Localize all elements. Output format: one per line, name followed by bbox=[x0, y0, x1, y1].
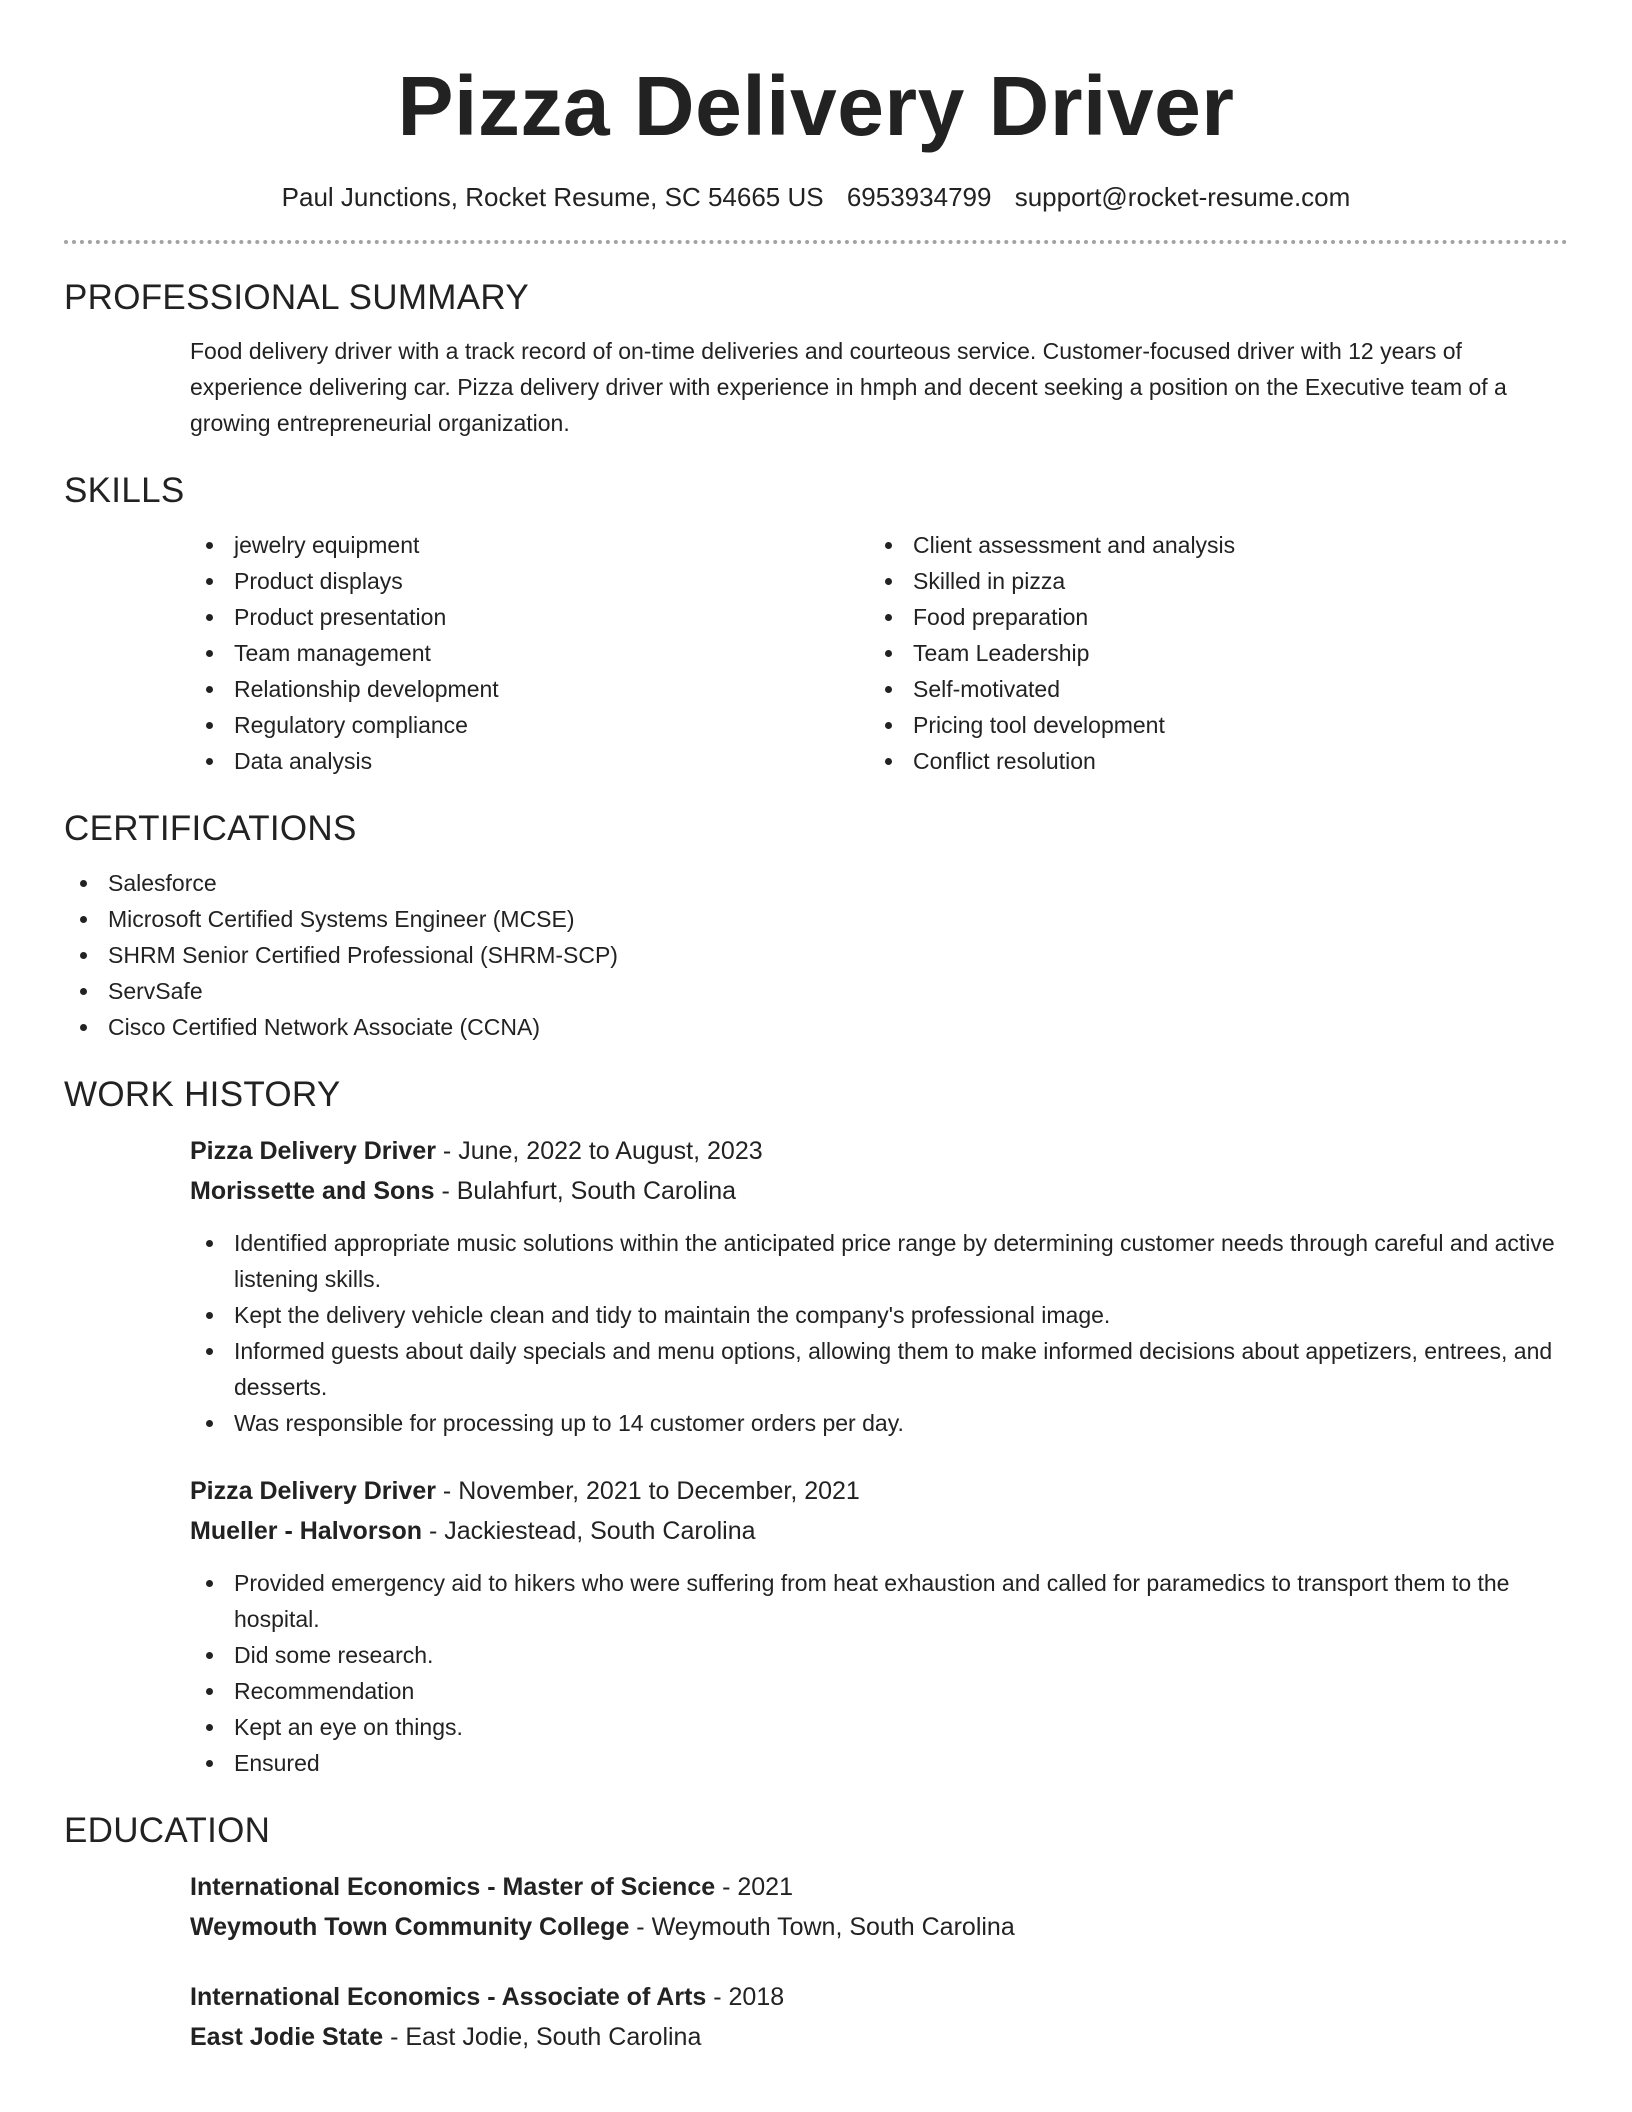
skill-item: Conflict resolution bbox=[869, 743, 1548, 779]
certification-item: Microsoft Certified Systems Engineer (MCSE) bbox=[64, 901, 1568, 937]
certification-item: Salesforce bbox=[64, 865, 1568, 901]
education-school-line bbox=[190, 2017, 1568, 2057]
education-school: East Jodie State bbox=[190, 2023, 384, 2051]
certifications-heading: CERTIFICATIONS bbox=[64, 809, 357, 848]
job-duty: Recommendation bbox=[190, 1673, 1568, 1709]
skill-item: Client assessment and analysis bbox=[869, 527, 1548, 563]
job-location: - Bulahfurt, South Carolina bbox=[434, 1177, 737, 1205]
education-location: - Weymouth Town, South Carolina bbox=[629, 1913, 1015, 1941]
skills-section bbox=[64, 469, 1568, 779]
work-history-section bbox=[64, 1073, 1568, 1781]
skill-item: jewelry equipment bbox=[190, 527, 869, 563]
skill-item: Self-motivated bbox=[869, 671, 1548, 707]
job-duty: Informed guests about daily specials and menu options, allowing them to make informed decisions about appetizers, entrees, and desserts. bbox=[190, 1333, 1568, 1405]
job-dates: - June, 2022 to August, 2023 bbox=[435, 1137, 763, 1165]
job-title-line bbox=[190, 1471, 1568, 1511]
job-entry bbox=[190, 1471, 1568, 1781]
certifications-list bbox=[64, 865, 1568, 1045]
education-degree-line bbox=[190, 1977, 1568, 2017]
job-duty: Provided emergency aid to hikers who were suffering from heat exhaustion and called for paramedics to transport them to the hospital. bbox=[190, 1565, 1568, 1637]
job-company: Mueller - Halvorson bbox=[190, 1517, 422, 1545]
certification-item: SHRM Senior Certified Professional (SHRM-SCP) bbox=[64, 937, 1568, 973]
skill-item: Food preparation bbox=[869, 599, 1548, 635]
work-history-heading: WORK HISTORY bbox=[64, 1075, 341, 1114]
skill-item: Pricing tool development bbox=[869, 707, 1548, 743]
job-duty: Did some research. bbox=[190, 1637, 1568, 1673]
education-school: Weymouth Town Community College bbox=[190, 1913, 630, 1941]
job-company-line bbox=[190, 1171, 1568, 1211]
skill-item: Relationship development bbox=[190, 671, 869, 707]
job-duty: Kept the delivery vehicle clean and tidy to maintain the company's professional image. bbox=[190, 1297, 1568, 1333]
education-heading: EDUCATION bbox=[64, 1811, 271, 1850]
education-degree-line bbox=[190, 1867, 1568, 1907]
summary-text: Food delivery driver with a track record of on-time deliveries and courteous service. Customer-focused driver with 12 years of experience delivering car. Pizza delivery driver with experience in hmph and decent seeking a position on the Executive team of a growing entrepreneurial organization. bbox=[190, 338, 1507, 436]
education-school-line bbox=[190, 1907, 1568, 1947]
job-location: - Jackiestead, South Carolina bbox=[422, 1517, 756, 1545]
job-title: Pizza Delivery Driver bbox=[190, 1477, 436, 1505]
certification-item: ServSafe bbox=[64, 973, 1568, 1009]
education-entry bbox=[190, 1867, 1568, 1947]
job-dates: - November, 2021 to December, 2021 bbox=[435, 1477, 860, 1505]
job-duties-list bbox=[190, 1225, 1568, 1441]
job-duties-list bbox=[190, 1565, 1568, 1781]
skills-columns bbox=[190, 527, 1568, 779]
skill-item: Data analysis bbox=[190, 743, 869, 779]
skills-list-right bbox=[869, 527, 1548, 779]
job-company-line bbox=[190, 1511, 1568, 1551]
education-degree: International Economics - Associate of Arts bbox=[190, 1983, 707, 2011]
contact-address: Paul Junctions, Rocket Resume, SC 54665 US bbox=[281, 182, 824, 212]
summary-heading: PROFESSIONAL SUMMARY bbox=[64, 278, 529, 317]
resume-title: Pizza Delivery Driver bbox=[397, 59, 1235, 153]
education-location: - East Jodie, South Carolina bbox=[383, 2023, 702, 2051]
education-year: - 2021 bbox=[715, 1873, 793, 1901]
skills-heading: SKILLS bbox=[64, 471, 185, 510]
job-company: Morissette and Sons bbox=[190, 1177, 435, 1205]
contact-email: support@rocket-resume.com bbox=[1014, 182, 1351, 212]
skill-item: Team Leadership bbox=[869, 635, 1548, 671]
job-duty: Was responsible for processing up to 14 customer orders per day. bbox=[190, 1405, 1568, 1441]
certifications-section bbox=[64, 807, 1568, 1045]
job-duty: Kept an eye on things. bbox=[190, 1709, 1568, 1745]
education-year: - 2018 bbox=[706, 1983, 785, 2011]
education-degree: International Economics - Master of Science bbox=[190, 1873, 716, 1901]
job-title: Pizza Delivery Driver bbox=[190, 1137, 436, 1165]
job-duty: Identified appropriate music solutions within the anticipated price range by determining customer needs through careful and active listening skills. bbox=[190, 1225, 1568, 1297]
education-section bbox=[64, 1809, 1568, 2057]
skill-item: Team management bbox=[190, 635, 869, 671]
job-duty: Ensured bbox=[190, 1745, 1568, 1781]
summary-section bbox=[64, 276, 1568, 441]
skill-item: Skilled in pizza bbox=[869, 563, 1548, 599]
skill-item: Product presentation bbox=[190, 599, 869, 635]
contact-phone: 6953934799 bbox=[846, 182, 992, 212]
header-divider bbox=[64, 240, 1568, 244]
education-entry bbox=[190, 1977, 1568, 2057]
skill-item: Product displays bbox=[190, 563, 869, 599]
skills-list-left bbox=[190, 527, 869, 779]
job-entry bbox=[190, 1131, 1568, 1441]
certification-item: Cisco Certified Network Associate (CCNA) bbox=[64, 1009, 1568, 1045]
contact-line bbox=[64, 180, 1568, 214]
skill-item: Regulatory compliance bbox=[190, 707, 869, 743]
job-title-line bbox=[190, 1131, 1568, 1171]
